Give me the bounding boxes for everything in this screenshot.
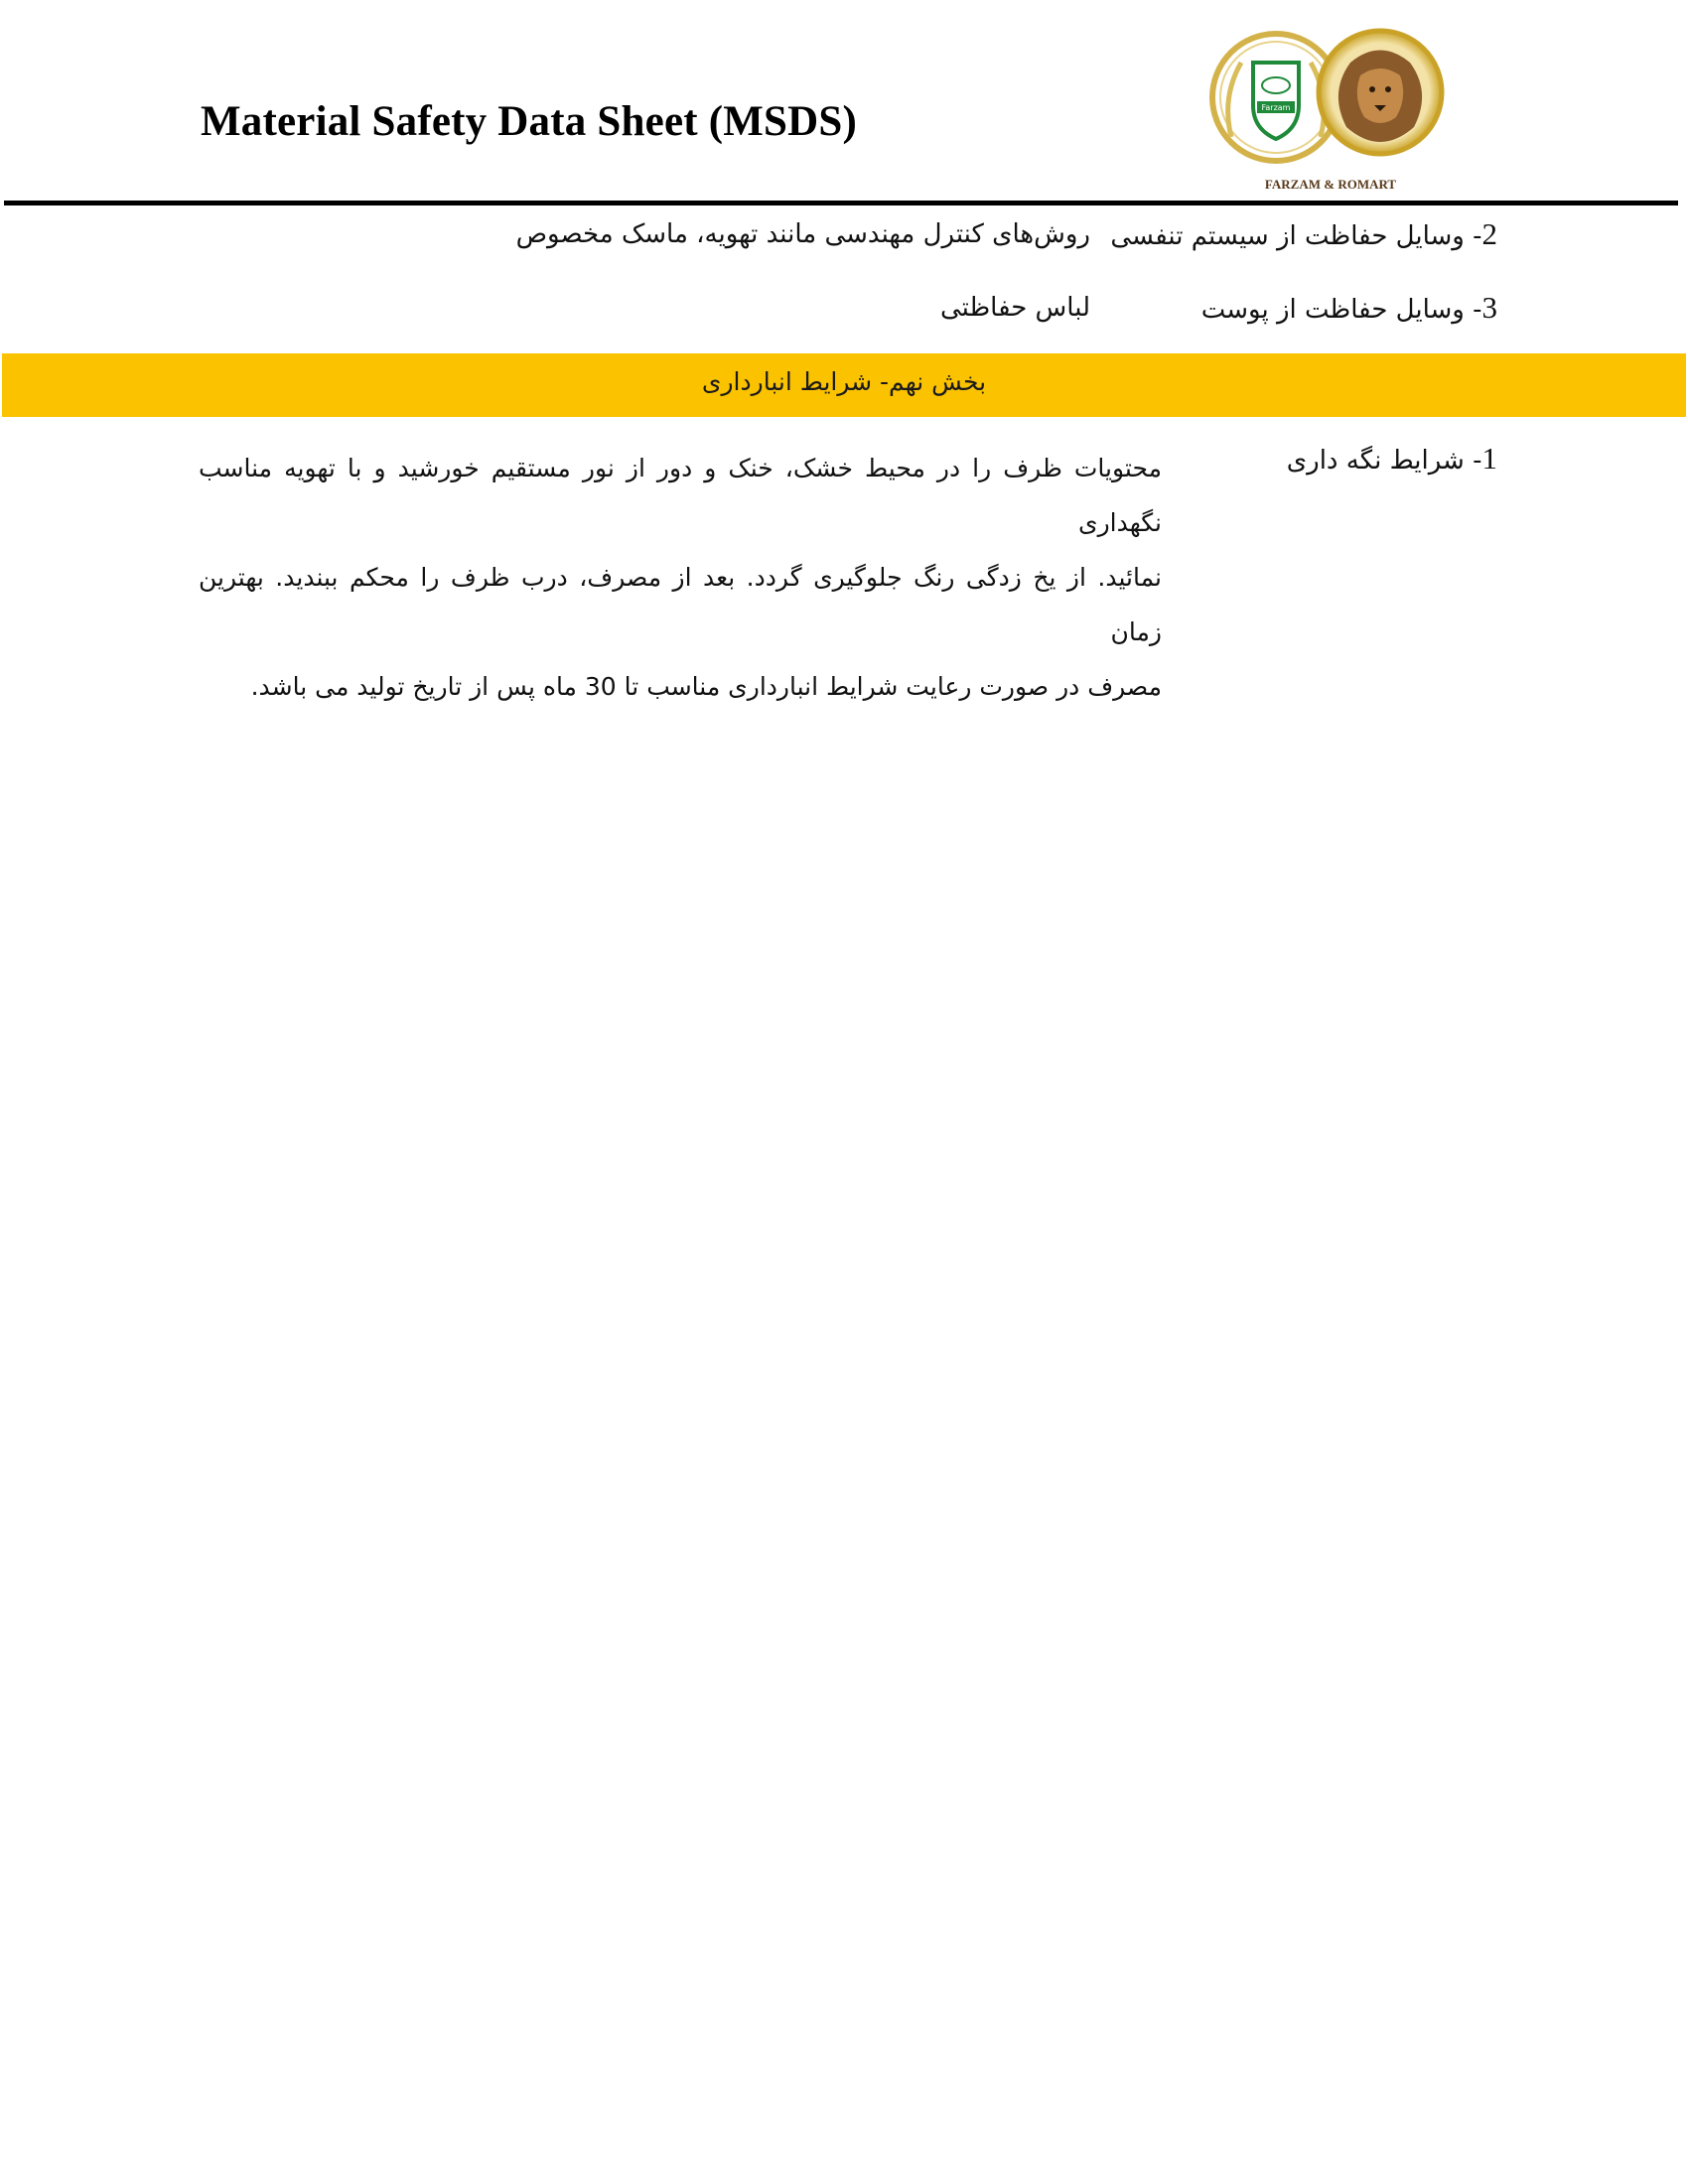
- logo-caption: FARZAM & ROMART: [1264, 177, 1397, 192]
- lion-emblem-icon: [1338, 51, 1422, 143]
- logo-badge-text: Farzam: [1261, 103, 1291, 112]
- section9-item-1: [1287, 441, 1497, 478]
- paragraph-line: نمائید. از یخ زدگی رنگ جلوگیری گردد. بعد از مصرف، درب ظرف را محکم ببندید. بهترین زمان: [199, 563, 1162, 646]
- item-label: - وسایل حفاظت از پوست: [1200, 295, 1482, 325]
- item-number: 1: [1481, 441, 1497, 476]
- page-title: Material Safety Data Sheet (MSDS): [201, 98, 858, 145]
- paragraph-line: محتویات ظرف را در محیط خشک، خنک و دور از نور مستقیم خورشید و با تهویه مناسب نگهداری: [199, 454, 1162, 537]
- section-banner: [2, 353, 1686, 417]
- section8-item-2-value: روش‌های کنترل مهندسی مانند تهویه، ماسک مخصوص: [515, 219, 1090, 249]
- section8-item-3-value: لباس حفاظتی: [939, 293, 1090, 323]
- item-number: 2: [1481, 216, 1497, 251]
- item-label: - شرایط نگه داری: [1286, 446, 1482, 476]
- section8-item-3: [1201, 290, 1497, 328]
- paragraph-line: مصرف در صورت رعایت شرایط انبارداری مناسب تا 30 ماه پس از تاریخ تولید می باشد.: [250, 672, 1162, 701]
- header-divider: [4, 201, 1678, 205]
- item-number: 3: [1481, 290, 1497, 325]
- item-label: - وسایل حفاظت از سیستم تنفسی: [1110, 221, 1482, 251]
- section-title: بخش نهم- شرایط انبارداری: [701, 367, 987, 396]
- company-logo: [1201, 18, 1460, 195]
- storage-conditions-text: [199, 441, 1162, 714]
- section8-item-2: [1110, 216, 1497, 254]
